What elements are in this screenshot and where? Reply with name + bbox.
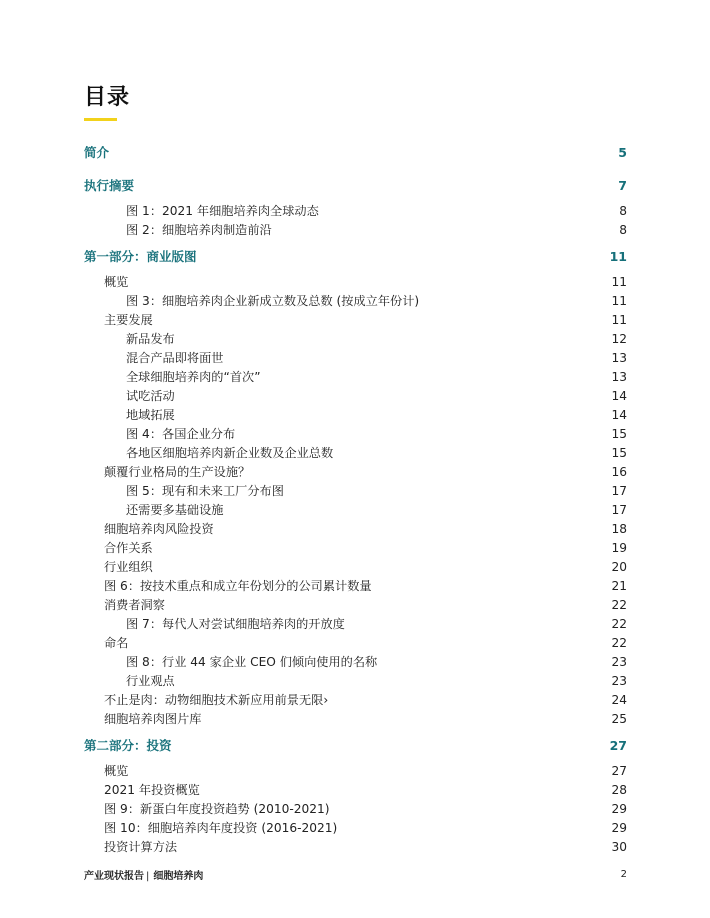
toc-entry[interactable] <box>84 672 627 691</box>
toc-entry-title: 图 5：现有和未来工厂分布图 <box>126 484 284 498</box>
toc-entry-page: 27 <box>611 764 627 778</box>
toc-entry[interactable] <box>84 615 627 634</box>
toc-entry-title: 细胞培养肉图片库 <box>104 712 202 726</box>
toc-entry[interactable] <box>84 273 627 292</box>
toc-entry-title: 颠覆行业格局的生产设施？ <box>104 465 251 479</box>
toc-entry[interactable] <box>84 819 627 838</box>
toc-entry-page: 23 <box>611 674 627 688</box>
toc-entry-page: 21 <box>611 579 627 593</box>
toc-entry-title: 消费者洞察 <box>104 598 165 612</box>
toc-entry-title: 图 10：细胞培养肉年度投资 (2016-2021) <box>104 821 338 835</box>
toc-entry-page: 22 <box>611 636 627 650</box>
toc-entry-page: 23 <box>611 655 627 669</box>
page-footer <box>84 866 627 882</box>
toc-entry-title: 混合产品即将面世 <box>126 351 224 365</box>
toc-entry[interactable] <box>84 838 627 857</box>
toc-entry-page: 13 <box>611 351 627 365</box>
toc-entry-page: 12 <box>611 332 627 346</box>
toc-entry-page: 14 <box>611 408 627 422</box>
toc-entry-page: 8 <box>619 204 627 218</box>
toc-entry[interactable] <box>84 596 627 615</box>
toc-entry-page: 19 <box>611 541 627 555</box>
toc-entry-page: 24 <box>611 693 627 707</box>
toc-entry-title: 2021 年投资概览 <box>104 783 200 797</box>
toc-entry[interactable] <box>84 634 627 653</box>
toc-entry-page: 8 <box>619 223 627 237</box>
toc-entry[interactable] <box>84 406 627 425</box>
toc-entry-title: 图 3：细胞培养肉企业新成立数及总数 (按成立年份计) <box>126 294 420 308</box>
toc-entry-page: 14 <box>611 389 627 403</box>
toc-entry[interactable] <box>84 539 627 558</box>
toc-entry-page: 28 <box>611 783 627 797</box>
toc-entry[interactable] <box>84 202 627 221</box>
toc-entry-title: 第二部分：投资 <box>84 738 172 753</box>
toc-entry[interactable] <box>84 501 627 520</box>
toc-entry-title: 执行摘要 <box>84 178 135 193</box>
toc-entry-page: 30 <box>611 840 627 854</box>
toc-entry-title: 图 6：按技术重点和成立年份划分的公司累计数量 <box>104 579 372 593</box>
footer-report-label <box>84 867 203 882</box>
toc-entry-title: 图 8：行业 44 家企业 CEO 们倾向使用的名称 <box>126 655 378 669</box>
toc-entry-page: 11 <box>611 294 627 308</box>
toc-entry-title: 图 9：新蛋白年度投资趋势 (2010-2021) <box>104 802 330 816</box>
toc-entry[interactable] <box>84 800 627 819</box>
toc-entry-title: 不止是肉：动物细胞技术新应用前景无限› <box>104 693 329 707</box>
toc-entry-page: 17 <box>611 484 627 498</box>
page-title: 目录 <box>84 85 131 110</box>
toc-entry-page: 15 <box>611 446 627 460</box>
toc-entry-title: 概览 <box>104 275 129 289</box>
toc-entry[interactable] <box>84 762 627 781</box>
toc-entry[interactable] <box>84 425 627 444</box>
toc-entry[interactable] <box>84 311 627 330</box>
toc-section-entry[interactable] <box>84 176 627 195</box>
toc-entry[interactable] <box>84 221 627 240</box>
toc-entry-title: 图 4：各国企业分布 <box>126 427 236 441</box>
toc-entry-page: 29 <box>611 802 627 816</box>
toc-entry[interactable] <box>84 444 627 463</box>
toc-entry-title: 图 2：细胞培养肉制造前沿 <box>126 223 272 237</box>
toc-entry-title: 行业组织 <box>104 560 153 574</box>
footer-topic: 细胞培养肉 <box>153 870 204 882</box>
footer-page-number: 2 <box>620 868 627 880</box>
toc-entry-page: 20 <box>611 560 627 574</box>
toc-entry-title: 概览 <box>104 764 129 778</box>
toc-entry-page: 11 <box>609 249 627 264</box>
toc-entry[interactable] <box>84 482 627 501</box>
toc-entry-title: 地域拓展 <box>126 408 175 422</box>
toc-entry[interactable] <box>84 349 627 368</box>
toc-entry-page: 22 <box>611 598 627 612</box>
toc-entry[interactable] <box>84 710 627 729</box>
toc-entry-title: 第一部分：商业版图 <box>84 249 197 264</box>
toc-entry[interactable] <box>84 330 627 349</box>
toc-entry-title: 图 1：2021 年细胞培养肉全球动态 <box>126 204 319 218</box>
toc-entry-title: 投资计算方法 <box>104 840 178 854</box>
footer-separator: | <box>146 870 150 882</box>
toc-entry-title: 细胞培养肉风险投资 <box>104 522 214 536</box>
toc-entry-page: 7 <box>618 178 627 193</box>
toc-entry-page: 15 <box>611 427 627 441</box>
toc-entry-title: 简介 <box>84 145 110 160</box>
toc-section-entry[interactable] <box>84 143 627 162</box>
toc-entry-page: 27 <box>609 738 627 753</box>
toc-entry-title: 新品发布 <box>126 332 175 346</box>
toc-entry-page: 13 <box>611 370 627 384</box>
toc-entry-title: 全球细胞培养肉的“首次” <box>126 370 261 384</box>
toc-entry-title: 试吃活动 <box>126 389 175 403</box>
toc-entry-page: 5 <box>618 145 627 160</box>
toc-entry-page: 17 <box>611 503 627 517</box>
toc-entry-page: 11 <box>611 313 627 327</box>
footer-report-name: 产业现状报告 <box>84 870 144 882</box>
toc-entry[interactable] <box>84 653 627 672</box>
toc-entry-title: 行业观点 <box>126 674 175 688</box>
toc-entry[interactable] <box>84 520 627 539</box>
toc-entry[interactable] <box>84 292 627 311</box>
toc-entry[interactable] <box>84 691 627 710</box>
toc-entry-page: 11 <box>611 275 627 289</box>
toc-section-entry[interactable] <box>84 736 627 755</box>
toc-entry[interactable] <box>84 368 627 387</box>
toc-entry-page: 29 <box>611 821 627 835</box>
toc-entry-title: 各地区细胞培养肉新企业数及企业总数 <box>126 446 334 460</box>
toc-entry[interactable] <box>84 463 627 482</box>
toc-entry[interactable] <box>84 577 627 596</box>
toc-entry-title: 还需要多基础设施 <box>126 503 224 517</box>
toc-entry-page: 22 <box>611 617 627 631</box>
toc-entry-title: 命名 <box>104 636 129 650</box>
toc-entry[interactable] <box>84 387 627 406</box>
toc-entry[interactable] <box>84 558 627 577</box>
toc-section-entry[interactable] <box>84 247 627 266</box>
toc-entry-page: 16 <box>611 465 627 479</box>
toc-entry-title: 图 7：每代人对尝试细胞培养肉的开放度 <box>126 617 345 631</box>
toc-entry-page: 25 <box>611 712 627 726</box>
toc-entry-title: 合作关系 <box>104 541 153 555</box>
toc-entry-title: 主要发展 <box>104 313 153 327</box>
toc-entry[interactable] <box>84 781 627 800</box>
toc-entry-page: 18 <box>611 522 627 536</box>
